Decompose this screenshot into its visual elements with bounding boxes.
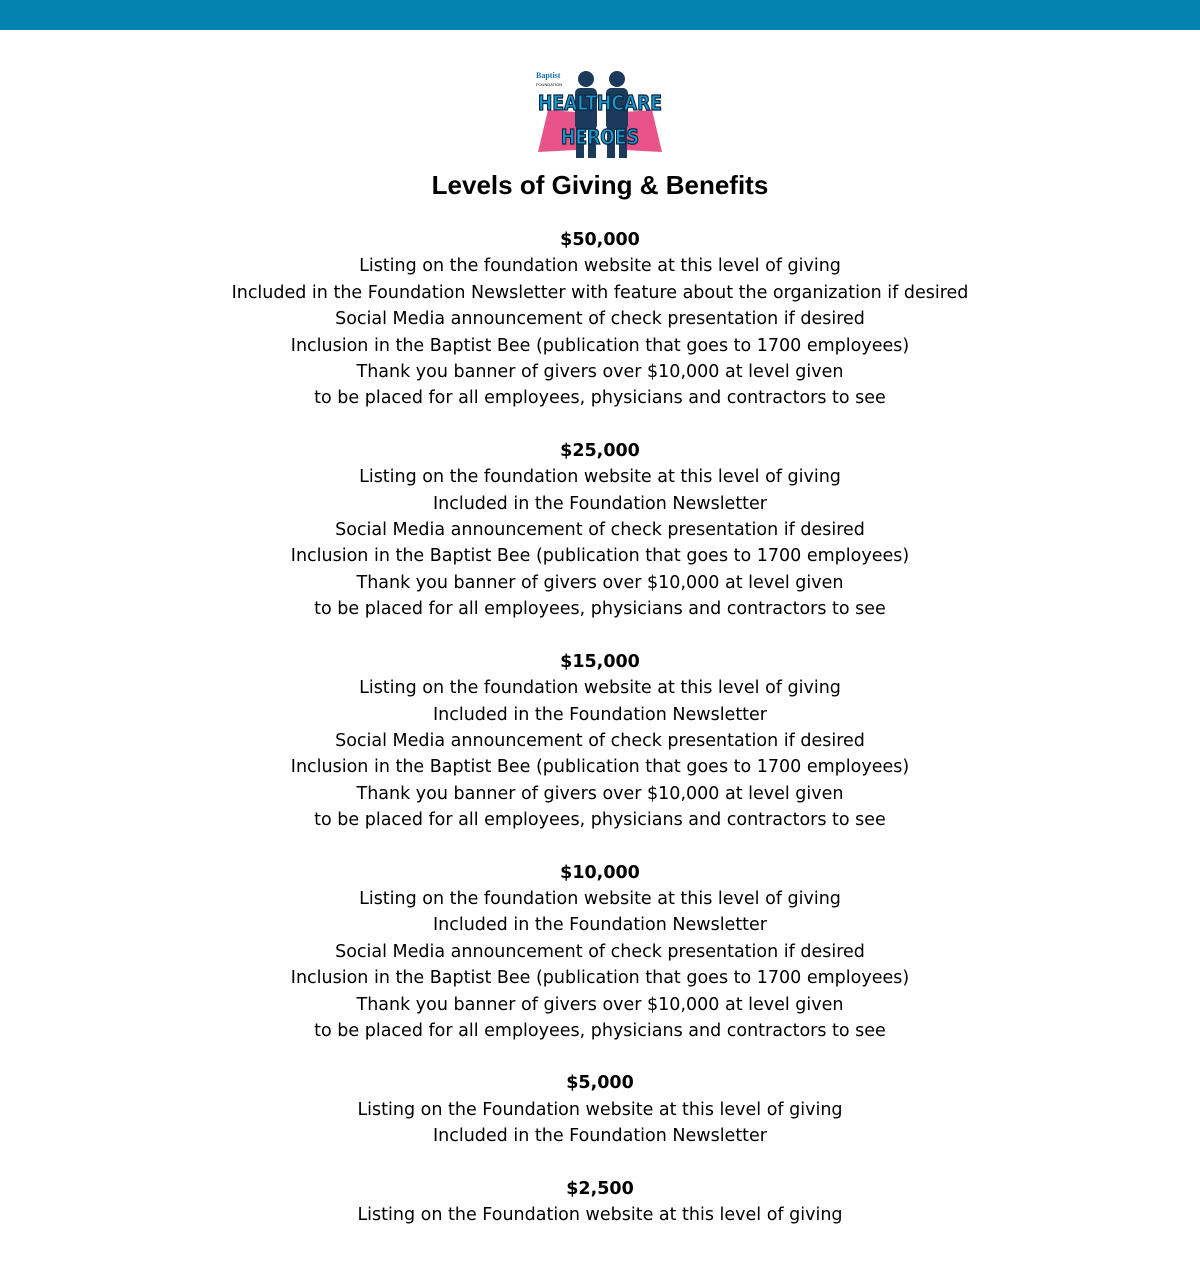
level-benefit: Inclusion in the Baptist Bee (publication that goes to 1700 employees) bbox=[290, 968, 910, 989]
level-benefit: Inclusion in the Baptist Bee (publication that goes to 1700 employees) bbox=[290, 757, 910, 778]
level-benefit: to be placed for all employees, physicians and contractors to see bbox=[314, 810, 886, 831]
level-amount: $50,000 bbox=[560, 230, 640, 250]
giving-level bbox=[0, 227, 1200, 412]
level-amount: $10,000 bbox=[560, 862, 640, 883]
giving-level bbox=[0, 438, 1200, 623]
top-banner-bar bbox=[0, 0, 1200, 30]
level-benefit: Listing on the Foundation website at this level of giving bbox=[357, 1205, 843, 1225]
giving-levels-list bbox=[0, 227, 1200, 1254]
logo-org-text: Baptist bbox=[536, 71, 561, 80]
level-benefit: Inclusion in the Baptist Bee (publication that goes to 1700 employees) bbox=[290, 546, 910, 567]
level-benefit: Thank you banner of givers over $10,000 at level given bbox=[356, 783, 844, 804]
logo-wordmark-line2: HEROES bbox=[561, 125, 639, 149]
level-benefit: Listing on the foundation website at this level of giving bbox=[359, 678, 841, 699]
hero-head-left bbox=[578, 71, 594, 87]
level-amount: $25,000 bbox=[560, 440, 640, 461]
level-benefit: Listing on the foundation website at this level of giving bbox=[359, 256, 841, 277]
level-benefit: Social Media announcement of check presentation if desired bbox=[335, 520, 865, 541]
level-benefit: Thank you banner of givers over $10,000 at level given bbox=[356, 572, 844, 593]
level-benefit: Included in the Foundation Newsletter bbox=[432, 915, 768, 936]
healthcare-heroes-logo bbox=[536, 70, 664, 162]
page-title: Levels of Giving & Benefits bbox=[431, 170, 769, 200]
logo-org-subtext: FOUNDATION bbox=[536, 82, 563, 87]
level-benefit: to be placed for all employees, physicians and contractors to see bbox=[314, 388, 886, 409]
level-benefit: Thank you banner of givers over $10,000 at level given bbox=[356, 362, 844, 383]
level-amount: $15,000 bbox=[560, 651, 640, 672]
level-benefit: Included in the Foundation Newsletter bbox=[432, 1126, 768, 1147]
level-benefit: Included in the Foundation Newsletter bbox=[432, 493, 768, 514]
level-benefit: Thank you banner of givers over $10,000 at level given bbox=[356, 994, 844, 1015]
level-amount: $2,500 bbox=[566, 1178, 634, 1199]
hero-head-right bbox=[609, 71, 625, 87]
healthcare-heroes-logo-graphic bbox=[536, 70, 664, 162]
level-benefit: Included in the Foundation Newsletter with feature about the organization if desired bbox=[231, 282, 969, 303]
level-benefit: Social Media announcement of check presentation if desired bbox=[335, 941, 865, 962]
giving-level bbox=[0, 1176, 1200, 1229]
giving-level bbox=[0, 860, 1200, 1045]
level-benefit: Listing on the foundation website at this level of giving bbox=[359, 888, 841, 909]
level-benefit: Included in the Foundation Newsletter bbox=[432, 704, 768, 725]
level-benefit: to be placed for all employees, physicians and contractors to see bbox=[314, 1020, 886, 1041]
level-benefit: Social Media announcement of check presentation if desired bbox=[335, 309, 865, 330]
level-benefit: Inclusion in the Baptist Bee (publication that goes to 1700 employees) bbox=[290, 335, 910, 356]
giving-level bbox=[0, 1070, 1200, 1149]
level-benefit: Listing on the foundation website at this level of giving bbox=[359, 467, 841, 488]
level-amount: $5,000 bbox=[566, 1073, 634, 1094]
level-benefit: Listing on the Foundation website at this level of giving bbox=[357, 1099, 843, 1120]
level-benefit: Social Media announcement of check presentation if desired bbox=[335, 730, 865, 751]
level-benefit: to be placed for all employees, physicians and contractors to see bbox=[314, 599, 886, 620]
logo-wordmark-line1: HEALTHCARE bbox=[538, 91, 662, 115]
giving-level bbox=[0, 649, 1200, 834]
